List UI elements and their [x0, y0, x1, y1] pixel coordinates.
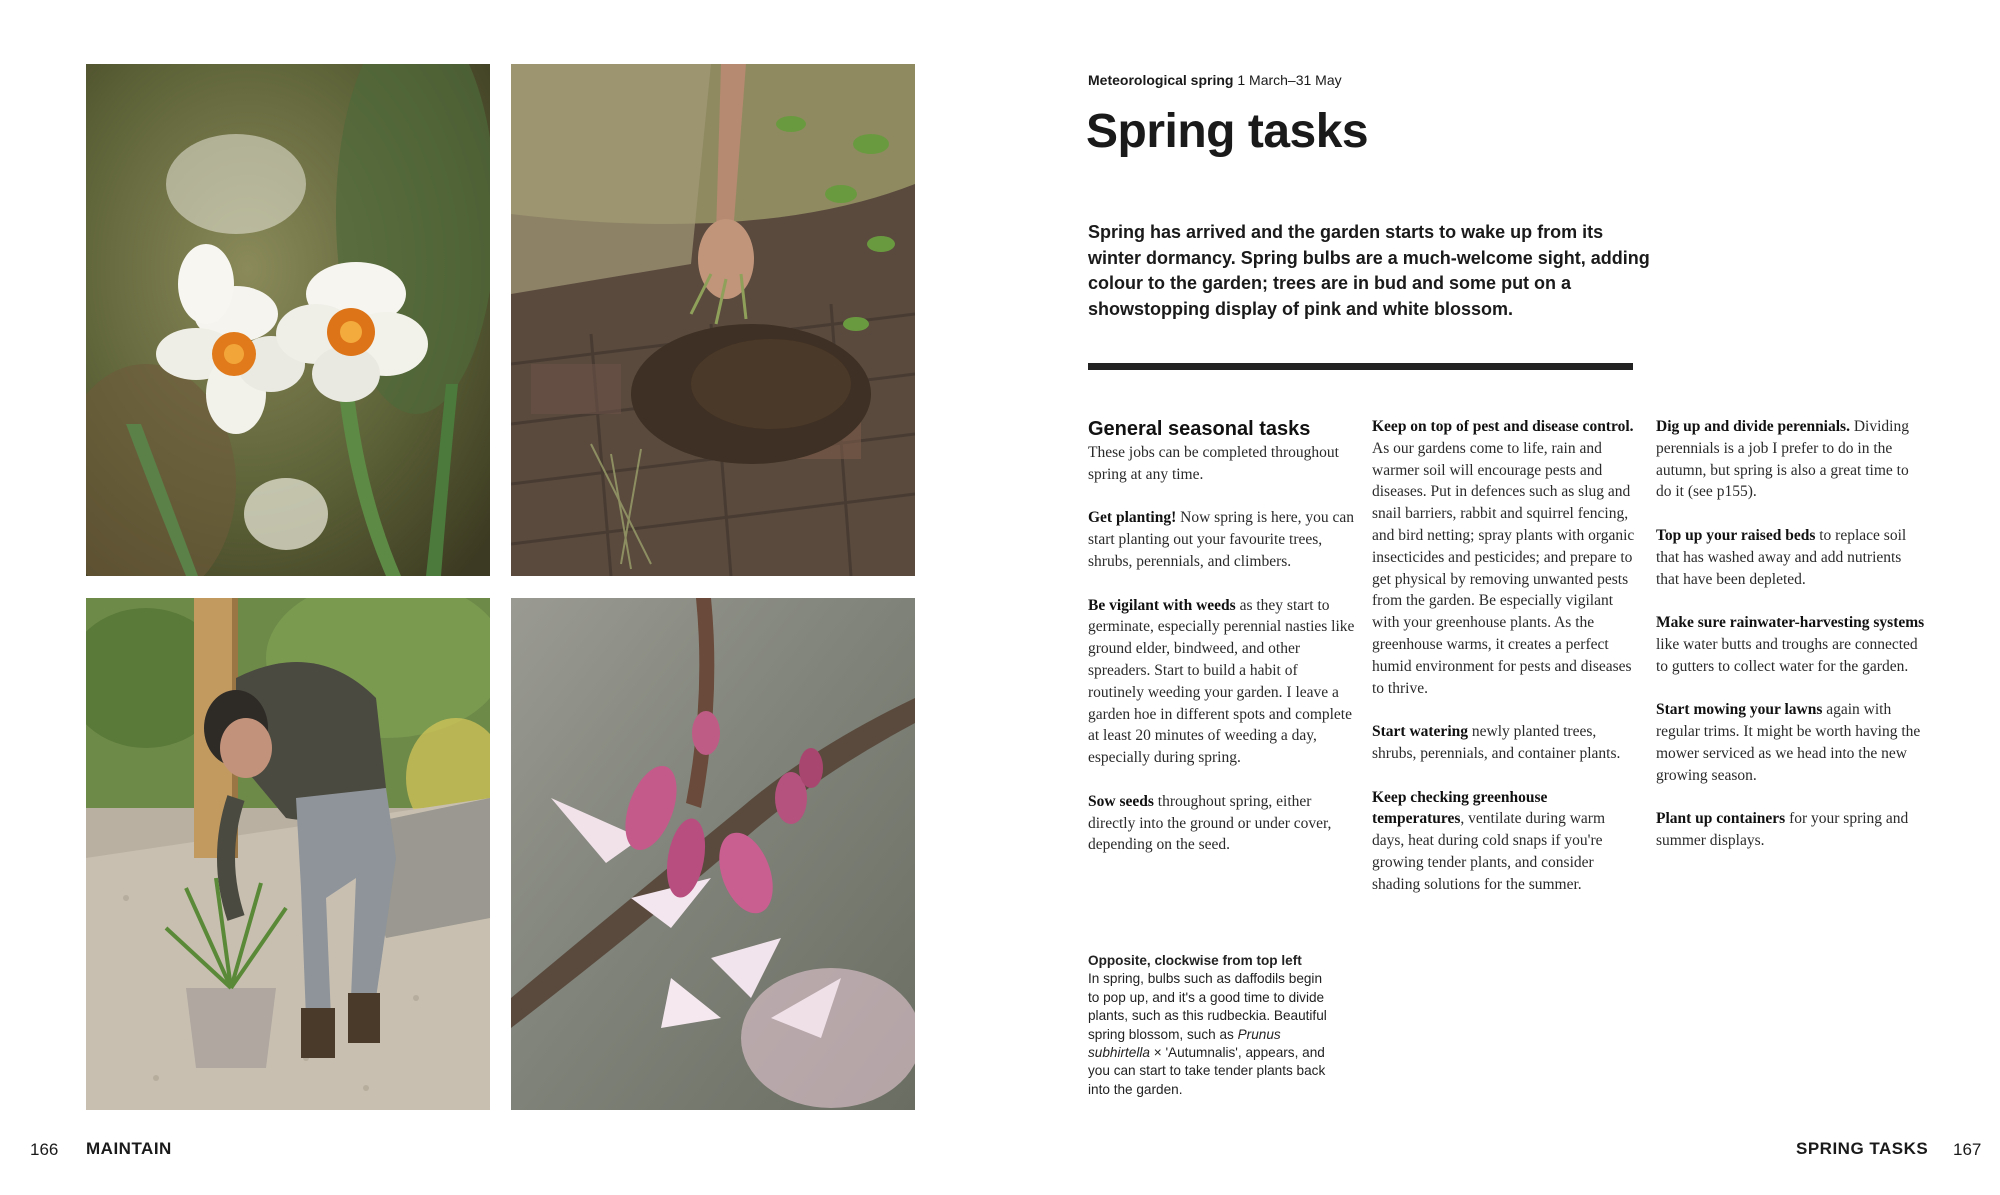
task-text: again with regular trims. It might be worth having the mower serviced as we head into the new growing season.: [1656, 701, 1921, 784]
caption-species: Prunus subhirtella: [1088, 1026, 1281, 1061]
section-lead: These jobs can be completed throughout spring at any time.: [1088, 444, 1339, 483]
task-title: Get planting!: [1088, 509, 1177, 527]
task-title: Top up your raised beds: [1656, 526, 1816, 544]
task-item: [1088, 507, 1356, 572]
task-title: Sow seeds: [1088, 792, 1154, 810]
divider-rule: [1088, 363, 1633, 370]
column-1: [1088, 416, 1356, 878]
section-heading: General seasonal tasks: [1088, 418, 1311, 440]
task-text: Dividing perennials is a job I prefer to do in the autumn, but spring is also a great time to do it (see p155).: [1656, 418, 1909, 501]
task-title: Start watering: [1372, 723, 1468, 741]
task-text: for your spring and summer displays.: [1656, 810, 1909, 850]
task-item: [1372, 787, 1640, 896]
kicker-dates: 1 March–31 May: [1233, 72, 1342, 88]
task-item: [1656, 612, 1926, 677]
task-item: [1088, 791, 1356, 856]
task-text: , ventilate during warm days, heat during cold snaps if you're growing tender plants, and consider shading solutions for the summer.: [1372, 810, 1606, 893]
photo-caption: [1088, 952, 1328, 1099]
running-head-right: SPRING TASKS: [1796, 1139, 1929, 1158]
task-text: like water butts and troughs are connected to gutters to collect water for the garden.: [1656, 635, 1918, 675]
task-item: [1656, 699, 1926, 786]
task-text: As our gardens come to life, rain and warmer soil will encourage pests and diseases. Put in defences such as slug and snail barriers, rabbit and squirrel fencing, and bird netting; spray plants with organic insecticides and pesticides; and prepare to get physical by removing unwanted pests from the garden. Be especially vigilant with your greenhouse plants. As the greenhouse warms, it creates a perfect humid environment for pests and diseases to thrive.: [1372, 439, 1635, 697]
task-item: [1372, 416, 1640, 699]
task-title: Keep on top of pest and disease control.: [1372, 418, 1634, 435]
daffodils-photo: [86, 64, 490, 576]
page-title: Spring tasks: [1086, 105, 1369, 158]
season-kicker: [1088, 72, 1342, 88]
kicker-bold: Meteorological spring: [1088, 72, 1234, 88]
gardener-planting-photo: [86, 598, 490, 1110]
task-item: [1656, 525, 1926, 590]
task-title: Dig up and divide perennials.: [1656, 418, 1850, 435]
task-item: [1372, 721, 1640, 765]
task-title: Plant up containers: [1656, 810, 1786, 828]
caption-text-2: × 'Autumnalis', appears, and you can start to take tender plants back into the garden.: [1088, 1045, 1326, 1097]
task-title: Keep checking greenhouse temperatures: [1372, 788, 1548, 828]
column-2: [1372, 416, 1640, 917]
task-title: Be vigilant with weeds: [1088, 596, 1236, 614]
task-item: [1656, 416, 1926, 503]
task-item: [1656, 808, 1926, 852]
task-item: [1088, 595, 1356, 769]
caption-text-1: In spring, bulbs such as daffodils begin to pop up, and it's a good time to divide plants, such as this rudbeckia. Beautiful spring blossom, such as: [1088, 971, 1327, 1042]
task-text: Now spring is here, you can start planting out your favourite trees, shrubs, perennials, and climbers.: [1088, 509, 1355, 570]
caption-heading: Opposite, clockwise from top left: [1088, 953, 1302, 968]
folio-left: 166: [30, 1140, 59, 1159]
intro-paragraph: Spring has arrived and the garden starts to wake up from its winter dormancy. Spring bulbs are a much-welcome sight, adding colour to the garden; trees are in bud and some put on a showstopping display of pink and white blossom.: [1088, 222, 1650, 319]
column-3: [1656, 416, 1926, 874]
task-title: Make sure rainwater-harvesting systems: [1656, 614, 1925, 632]
running-head-left: MAINTAIN: [86, 1139, 172, 1158]
task-text: to replace soil that has washed away and add nutrients that have been depleted.: [1656, 526, 1907, 588]
dividing-plants-photo: [511, 64, 915, 576]
task-title: Start mowing your lawns: [1656, 701, 1823, 719]
task-text: as they start to germinate, especially perennial nasties like ground elder, bindweed, and other spreaders. Start to build a habit of routinely weeding your garden. I leave a garden hoe in different spots and complete at least 20 minutes of weeding a day, especially during spring.: [1088, 596, 1355, 767]
task-text: throughout spring, either directly into the ground or under cover, depending on the seed.: [1088, 792, 1332, 854]
task-text: newly planted trees, shrubs, perennials, and container plants.: [1372, 723, 1621, 762]
prunus-blossom-photo: [511, 598, 915, 1110]
folio-right: 167: [1953, 1140, 1982, 1159]
